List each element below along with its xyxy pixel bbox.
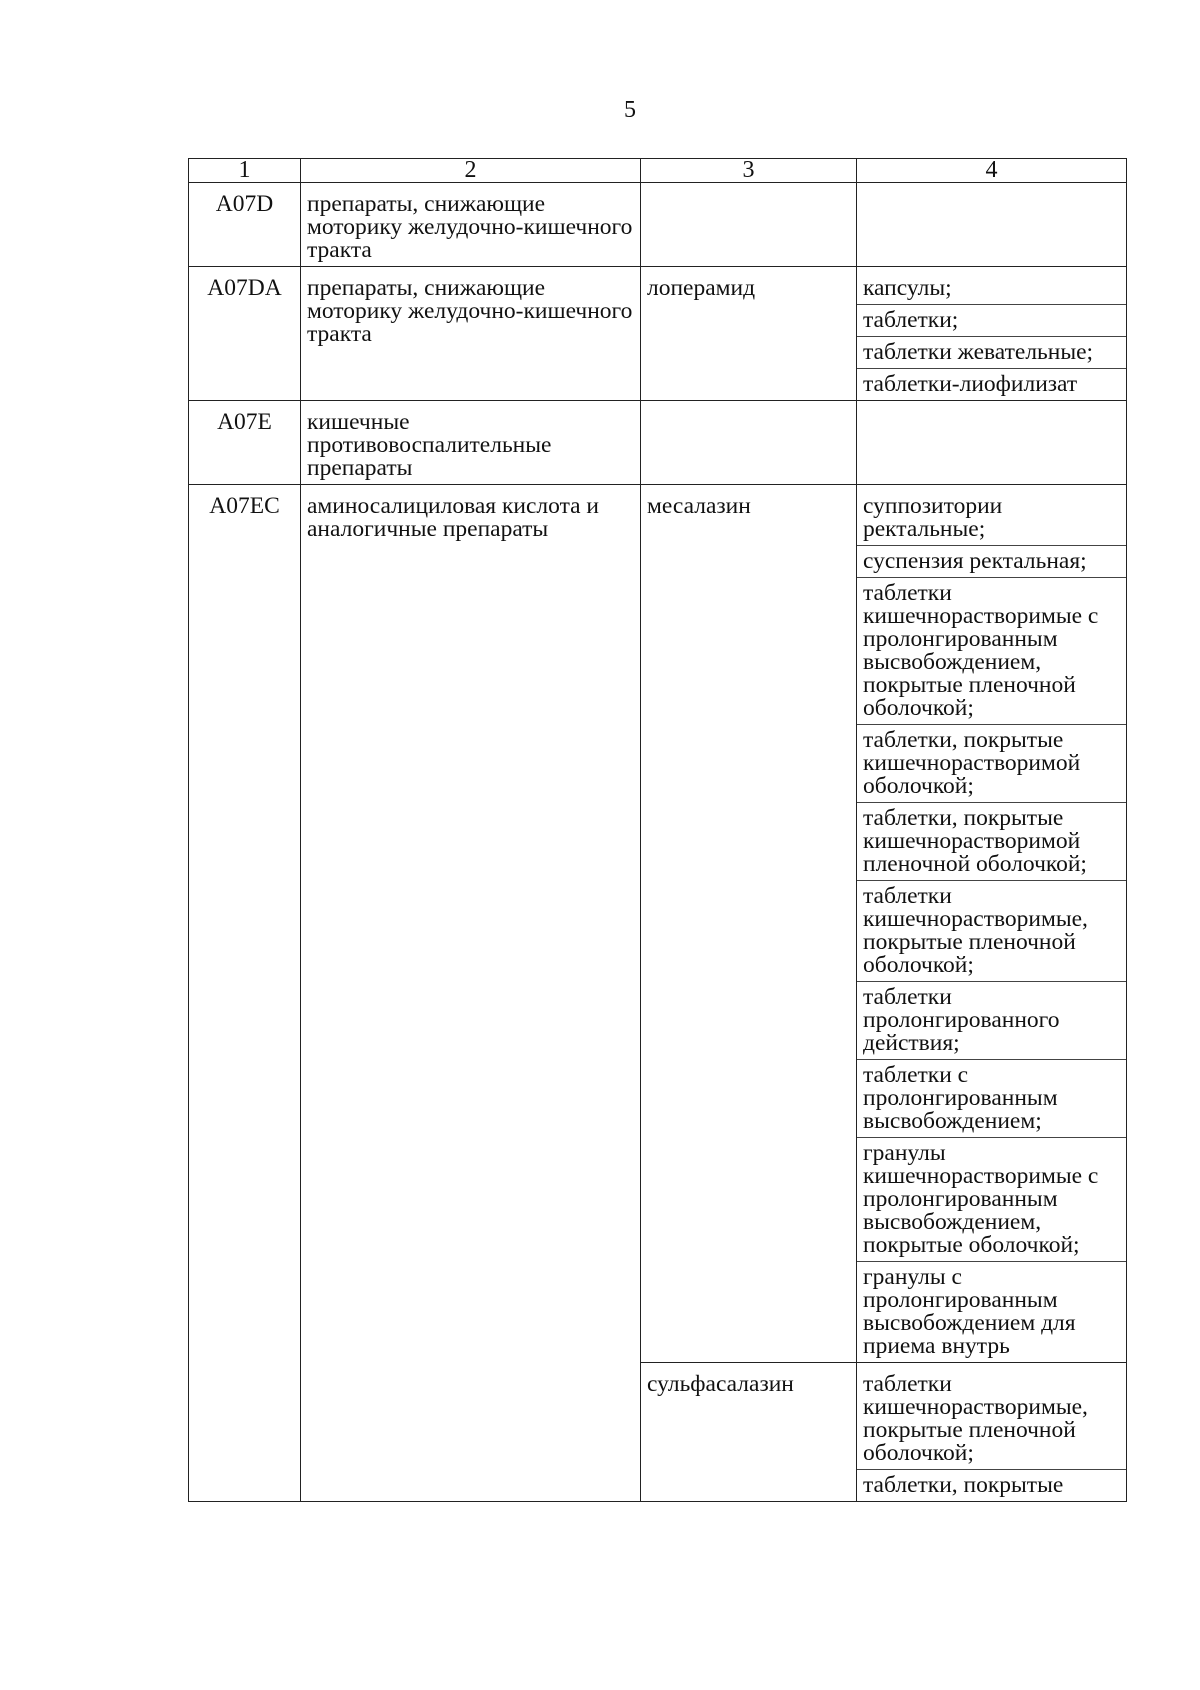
dosage-forms-cell — [857, 267, 1127, 401]
column-header-1: 1 — [189, 159, 301, 183]
drug-table — [188, 158, 1127, 1502]
atc-code-cell: A07DA — [189, 267, 301, 401]
dosage-form-item: таблетки, покрытые кишечнорастворимой оболочкой; — [857, 724, 1126, 802]
dosage-form-item: таблетки-лиофилизат — [857, 368, 1126, 400]
inn-cell: месалазин — [641, 485, 857, 1363]
inn-cell: лоперамид — [641, 267, 857, 401]
column-header-2: 2 — [301, 159, 641, 183]
atc-code-cell: A07D — [189, 183, 301, 267]
dosage-form-item: гранулы кишечнорастворимые с пролонгированным высвобождением, покрытые оболочкой; — [857, 1137, 1126, 1261]
page-number: 5 — [624, 97, 636, 123]
dosage-form-item: суппозитории ректальные; — [863, 493, 1003, 542]
inn-cell: сульфасалазин — [641, 1363, 857, 1502]
dosage-form-item: таблетки, покрытые — [857, 1469, 1126, 1501]
dosage-form-item: таблетки с пролонгированным высвобождением; — [857, 1059, 1126, 1137]
group-name-cell: препараты, снижающие моторику желудочно-кишечного тракта — [301, 183, 641, 267]
dosage-form-item: гранулы с пролонгированным высвобождением для приема внутрь — [857, 1261, 1126, 1362]
dosage-form-item: таблетки пролонгированного действия; — [857, 981, 1126, 1059]
dosage-forms-cell — [857, 1363, 1127, 1502]
dosage-form-item: таблетки кишечнорастворимые с пролонгированным высвобождением, покрытые пленочной оболочкой; — [857, 577, 1126, 724]
dosage-forms-cell — [857, 183, 1127, 267]
dosage-forms-cell — [857, 485, 1127, 1363]
atc-code-cell: A07EC — [189, 485, 301, 1502]
dosage-form-item: таблетки жевательные; — [857, 336, 1126, 368]
column-header-4: 4 — [857, 159, 1127, 183]
table-header-row — [189, 159, 1127, 183]
table-row — [189, 183, 1127, 267]
table-row — [189, 267, 1127, 401]
inn-cell — [641, 183, 857, 267]
table-row — [189, 401, 1127, 485]
dosage-form-item: суспензия ректальная; — [857, 545, 1126, 577]
column-header-3: 3 — [641, 159, 857, 183]
table-row — [189, 485, 1127, 1363]
dosage-form-item: капсулы; — [863, 275, 952, 301]
inn-cell — [641, 401, 857, 485]
atc-code-cell: A07E — [189, 401, 301, 485]
dosage-forms-cell — [857, 401, 1127, 485]
dosage-form-item: таблетки кишечнорастворимые, покрытые пленочной оболочкой; — [857, 880, 1126, 981]
dosage-form-item: таблетки; — [857, 304, 1126, 336]
group-name-cell: аминосалициловая кислота и аналогичные препараты — [301, 485, 641, 1502]
dosage-form-item: таблетки, покрытые кишечнорастворимой пленочной оболочкой; — [857, 802, 1126, 880]
dosage-form-item: таблетки кишечнорастворимые, покрытые пленочной оболочкой; — [863, 1371, 1088, 1466]
group-name-cell: препараты, снижающие моторику желудочно-кишечного тракта — [301, 267, 641, 401]
group-name-cell: кишечные противовоспалительные препараты — [301, 401, 641, 485]
